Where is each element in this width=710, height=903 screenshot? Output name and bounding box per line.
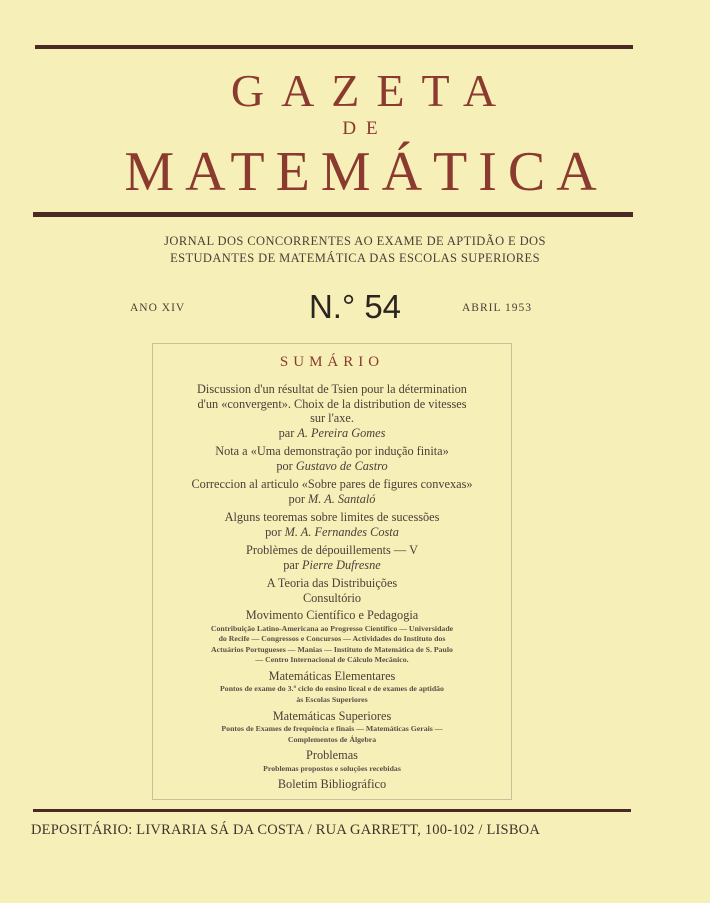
section-3-desc-2: Complementos de Álgebra [287, 734, 377, 744]
article-4-byline [167, 525, 497, 540]
article-7-title: Consultório [302, 590, 362, 605]
section-4-desc-1: Problemas propostos e soluções recebidas [263, 763, 401, 773]
section-1-desc-2: do Recife — Congressos e Concursos — Actividades do Instituto dos [218, 634, 446, 644]
summary-heading: SUMÁRIO [279, 354, 385, 370]
article-2-title: Nota a «Uma demonstração por indução finita» [215, 444, 449, 458]
summary-box [152, 343, 512, 800]
title-gazeta: GAZETA [230, 65, 514, 116]
article-5-by: par [283, 557, 299, 572]
section-3-title: Matemáticas Superiores [272, 708, 392, 723]
top-rule [35, 45, 633, 49]
table-of-contents [167, 382, 497, 793]
article-4-title: Alguns teoremas sobre limites de sucessões [224, 510, 440, 524]
article-1-line-1: Discussion d'un résultat de Tsien pour la détermination [197, 382, 467, 396]
section-1-title: Movimento Científico e Pedagogia [245, 608, 419, 622]
section-1-desc-1: Contribuição Latino-Americana ao Progresso Científico — Universidade [210, 623, 454, 633]
section-3-desc-1: Pontos de Exames de frequência e finais — Matemáticas Gerais — [221, 724, 443, 734]
section-2-desc-2: às Escolas Superiores [296, 694, 368, 704]
article-6-title: A Teoria das Distribuições [266, 576, 398, 590]
title-matematica: MATEMÁTICA [124, 141, 608, 203]
article-2-author: Gustavo de Castro [295, 458, 388, 473]
article-3-byline [167, 492, 497, 507]
journal-description [0, 233, 710, 267]
section-1-desc-3: Actuários Portugueses — Manias — Instituto de Matemática de S. Paulo [211, 644, 453, 654]
section-2-title: Matemáticas Elementares [268, 668, 396, 683]
journal-line-1: JORNAL DOS CONCORRENTES AO EXAME DE APTIDÃO E DOS [164, 234, 546, 248]
section-2-desc-1: Pontos de exame do 3.º ciclo do ensino liceal e de exames de aptidão [220, 684, 444, 694]
article-1-line-2: d'un «convergent». Choix de la distribution de vitesses [197, 396, 467, 411]
article-5-author: Pierre Dufresne [302, 557, 381, 572]
section-5-title: Boletim Bibliográfico [277, 777, 387, 792]
article-1-title [167, 382, 497, 426]
article-5-title: Problèmes de dépouillements — V [246, 543, 418, 557]
article-3-title: Correccion al articulo «Sobre pares de figures convexas» [191, 477, 473, 491]
article-1-byline [167, 426, 497, 441]
section-1-desc-4: — Centro Internacional de Cálculo Mecânico. [255, 655, 409, 665]
article-1-by: par [278, 425, 295, 440]
issue-number: N.° 54 [308, 288, 402, 325]
article-5-byline [167, 558, 497, 573]
article-2-by: por [276, 458, 293, 473]
issue-year: ANO XIV [130, 302, 186, 314]
article-4-by: por [265, 524, 282, 539]
journal-line-2: ESTUDANTES DE MATEMÁTICA DAS ESCOLAS SUPERIORES [170, 251, 540, 265]
issue-date: ABRIL 1953 [462, 302, 532, 314]
title-rule [33, 212, 633, 217]
article-1-line-3: sur l'axe. [310, 411, 354, 425]
title-de: DE [342, 118, 388, 139]
article-4-author: M. A. Fernandes Costa [284, 524, 399, 539]
article-3-author: M. A. Santaló [308, 491, 376, 506]
article-1-author: A. Pereira Gomes [297, 425, 386, 440]
article-3-by: por [288, 491, 305, 506]
footer-rule [33, 809, 631, 812]
footer-distributor: DEPOSITÁRIO: LIVRARIA SÁ DA COSTA / RUA GARRETT, 100-102 / LISBOA [31, 822, 541, 838]
article-2-byline [167, 459, 497, 474]
section-4-title: Problemas [306, 748, 358, 763]
